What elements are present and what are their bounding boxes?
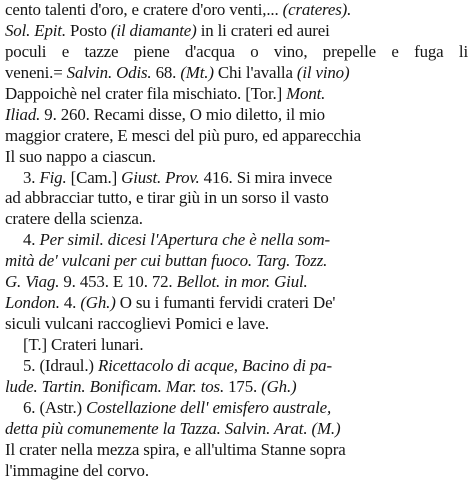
text-segment: 9. 453. E 10. 72. [59, 272, 177, 292]
italic-text-segment: (Gh.) [261, 376, 297, 396]
text-segment: poculi e tazze piene d'acqua o vino, prepelle e fuga li [5, 41, 468, 61]
text-segment: O su i fumanti fervidi crateri De' [115, 293, 336, 313]
italic-text-segment: (il diamante) [110, 20, 197, 40]
text-line [5, 230, 468, 251]
italic-text-segment: G. Viag. [5, 272, 60, 292]
italic-text-segment: Giust. Prov. [121, 167, 200, 187]
italic-text-segment: Costellazione dell' emisfero australe, [86, 397, 332, 417]
italic-text-segment: Salvin. Odis. [66, 62, 152, 82]
text-segment: maggior cratere, E mesci del più puro, ed apparecchia [5, 125, 361, 145]
text-line [5, 461, 468, 482]
italic-text-segment: Ricettacolo di acque, Bacino di pa- [97, 355, 332, 375]
text-line [5, 209, 468, 230]
text-segment: Posto [65, 20, 111, 40]
italic-text-segment: Bellot. in mor. Giul. [176, 272, 308, 292]
text-line [5, 105, 468, 126]
italic-text-segment: (crateres). [282, 0, 352, 19]
text-line [5, 377, 468, 398]
text-segment: [Cam.] [66, 167, 122, 187]
text-line [5, 21, 468, 42]
text-line [5, 188, 468, 209]
text-line [5, 0, 468, 21]
text-segment: Il suo nappo a ciascun. [5, 146, 156, 166]
entry-text-body [5, 0, 468, 482]
italic-text-segment: lude. Tartin. Bonificam. Mar. tos. [5, 376, 225, 396]
italic-text-segment: (Gh.) [80, 293, 116, 313]
italic-text-segment: (il vino) [296, 62, 350, 82]
text-line [5, 314, 468, 335]
text-line [5, 272, 468, 293]
text-segment: 4. [23, 230, 40, 250]
text-line [5, 419, 468, 440]
text-segment: 416. Si mira invece [199, 167, 333, 187]
text-segment: cento talenti d'oro, e cratere d'oro venti,... [5, 0, 283, 19]
text-line [5, 42, 468, 63]
text-segment: ad abbracciar tutto, e tirar giù in un sorso il vasto [5, 188, 329, 208]
text-line [5, 84, 468, 105]
text-line [5, 251, 468, 272]
text-segment: [T.] Crateri lunari. [23, 335, 144, 354]
text-segment: 175. [224, 376, 262, 396]
italic-text-segment: London. [5, 293, 60, 313]
text-segment: 3. [23, 167, 40, 187]
italic-text-segment: detta più comunemente la Tazza. Salvin. Arat. [5, 418, 308, 438]
text-line [5, 63, 468, 84]
italic-text-segment: (M.) [311, 418, 341, 438]
text-line [5, 147, 468, 168]
text-segment: siculi vulcani raccoglievi Pomici e lave. [5, 314, 270, 334]
text-line [5, 126, 468, 147]
text-line [5, 440, 468, 461]
text-line [5, 168, 468, 189]
italic-text-segment: (Mt.) [180, 62, 214, 82]
text-segment: 5. (Idraul.) [23, 355, 98, 375]
text-segment: in li crateri ed aurei [196, 20, 330, 40]
text-segment: cratere della scienza. [5, 209, 143, 229]
text-line [5, 293, 468, 314]
text-segment: 68. [151, 62, 181, 82]
text-line [5, 398, 468, 419]
italic-text-segment: Mont. [286, 83, 326, 103]
text-segment: 9. 260. Recami disse, O mio diletto, il mio [40, 104, 325, 124]
italic-text-segment: Sol. Epit. [5, 20, 66, 40]
text-segment: veneni.= [5, 62, 67, 82]
italic-text-segment: Per simil. dicesi l'Apertura che è nella som- [39, 230, 330, 250]
italic-text-segment: Fig. [39, 167, 67, 187]
text-segment: 4. [59, 293, 81, 313]
text-segment: Il crater nella mezza spira, e all'ultima Stanne sopra [5, 439, 346, 459]
text-line [5, 335, 468, 356]
text-segment: Dappoichè nel crater fila mischiato. [Tor.] [5, 83, 287, 103]
italic-text-segment: mità de' vulcani per cui buttan fuoco. Targ. Tozz. [5, 251, 328, 271]
text-line [5, 356, 468, 377]
text-segment: Chi l'avalla [213, 62, 297, 82]
text-segment: 6. (Astr.) [23, 397, 87, 417]
text-segment: l'immagine del corvo. [5, 460, 149, 480]
italic-text-segment: Iliad. [5, 104, 41, 124]
